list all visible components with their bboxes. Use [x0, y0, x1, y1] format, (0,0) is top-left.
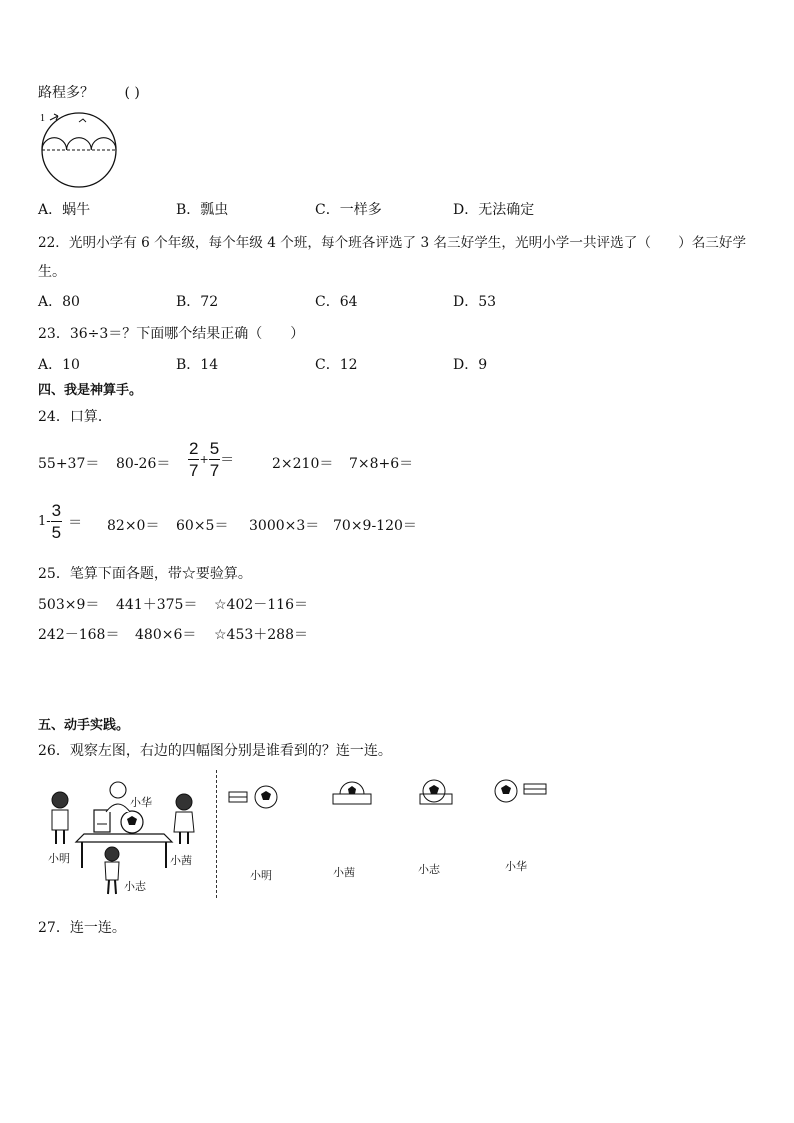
q21-option-d: D．无法确定 — [453, 202, 535, 218]
view-ball-over-box-icon — [416, 778, 456, 808]
q21-option-c: C．一样多 — [315, 202, 382, 218]
person-xiaozhi-icon — [105, 847, 119, 861]
section4-title: 四、我是神算手。 — [38, 383, 143, 398]
q21-stem — [38, 82, 140, 102]
q26-view-3 — [416, 778, 456, 812]
fraction-2-7: $\frac{2}{7}$ — [189, 439, 199, 480]
q24-r2-b: 60×5＝ — [176, 518, 229, 534]
q24-r2-c: 3000×3＝ — [249, 518, 320, 534]
q21-answer-blank: ( ) — [124, 85, 140, 101]
person-xiaohua-icon — [110, 782, 126, 798]
q23-stem: 23．36÷3＝？下面哪个结果正确（ ） — [38, 326, 305, 342]
q26-view-1 — [228, 784, 280, 816]
q21-figure — [36, 108, 126, 194]
circle-path-figure — [36, 108, 126, 190]
q21-option-a: A．蜗牛 — [38, 202, 91, 218]
bug-icon — [79, 119, 86, 122]
q21-stem-tail: 路程多？ — [38, 85, 94, 101]
scene-label-xiaohua: 小华 — [130, 796, 152, 809]
q22-option-c: C．64 — [315, 294, 358, 310]
view-ball-and-box-icon — [492, 778, 550, 806]
q22-option-d: D．53 — [453, 294, 497, 310]
view-ball-behind-box-icon — [332, 780, 372, 808]
q25-r2-b: 480×6＝ — [135, 627, 197, 643]
q26-divider — [216, 770, 217, 898]
q25-r1-a: 503×9＝ — [38, 597, 100, 613]
q21-figure-label: 1 — [40, 113, 45, 124]
q22-stem-line2: 生。 — [38, 264, 66, 280]
q21-option-b: B．瓢虫 — [176, 202, 229, 218]
q24-r1-a: 55+37＝ — [38, 456, 100, 472]
view-label-1: 小明 — [250, 869, 272, 882]
scene-label-xiaoxi: 小茜 — [170, 854, 192, 867]
q23-option-c: C．12 — [315, 357, 358, 373]
q22-option-b: B．72 — [176, 294, 219, 310]
q24-r1-fraction-sum: $\frac{2}{7}$ + $\frac{5}{7}$ ＝ — [189, 439, 235, 480]
view-label-3: 小志 — [418, 863, 440, 876]
q26-title: 26．观察左图，右边的四幅图分别是谁看到的？连一连。 — [38, 743, 392, 759]
q24-r2-d: 70×9-120＝ — [333, 518, 417, 534]
fraction-3-5: $\frac{3}{5}$ — [51, 501, 62, 542]
q24-r1-d: 7×8+6＝ — [349, 456, 414, 472]
scene-label-xiaoming: 小明 — [48, 852, 70, 865]
person-xiaoming-icon — [52, 792, 68, 808]
fraction-5-7: $\frac{5}{7}$ — [209, 439, 220, 480]
scene-label-xiaozhi: 小志 — [124, 880, 146, 893]
q23-option-d: D．9 — [453, 357, 488, 373]
q24-r2-a: 82×0＝ — [107, 518, 160, 534]
q23-option-a: A．10 — [38, 357, 80, 373]
q27-title: 27．连一连。 — [38, 920, 126, 936]
q22-option-a: A．80 — [38, 294, 80, 310]
q22-stem-line1: 22．光明小学有 6 个年级，每个年级 4 个班，每个班各评选了 3 名三好学生，光明小学一共评选了（ ）名三好学 — [38, 235, 747, 251]
view-label-4: 小华 — [505, 860, 527, 873]
q25-r2-a: 242－168＝ — [38, 627, 120, 643]
person-xiaoxi-icon — [176, 794, 192, 810]
q26-view-4 — [492, 778, 550, 810]
q25-r1-c: ☆402－116＝ — [214, 597, 308, 613]
q26-view-2 — [332, 780, 372, 812]
view-box-and-ball-icon — [228, 784, 280, 812]
section5-title: 五、动手实践。 — [38, 718, 130, 733]
q24-title: 24．口算． — [38, 409, 112, 425]
q25-title: 25．笔算下面各题，带☆要验算。 — [38, 566, 252, 582]
q23-option-b: B．14 — [176, 357, 219, 373]
q26-scene — [38, 772, 218, 900]
box-icon — [94, 810, 110, 832]
q24-r1-b: 80-26＝ — [116, 456, 171, 472]
view-label-2: 小茜 — [333, 866, 355, 879]
q25-r1-b: 441＋375＝ — [116, 597, 198, 613]
arrow-icon — [50, 114, 58, 120]
q24-r2-fraction: 1- $\frac{3}{5}$ ＝ — [38, 501, 83, 542]
q24-r1-c: 2×210＝ — [272, 456, 334, 472]
q25-r2-c: ☆453＋288＝ — [214, 627, 308, 643]
